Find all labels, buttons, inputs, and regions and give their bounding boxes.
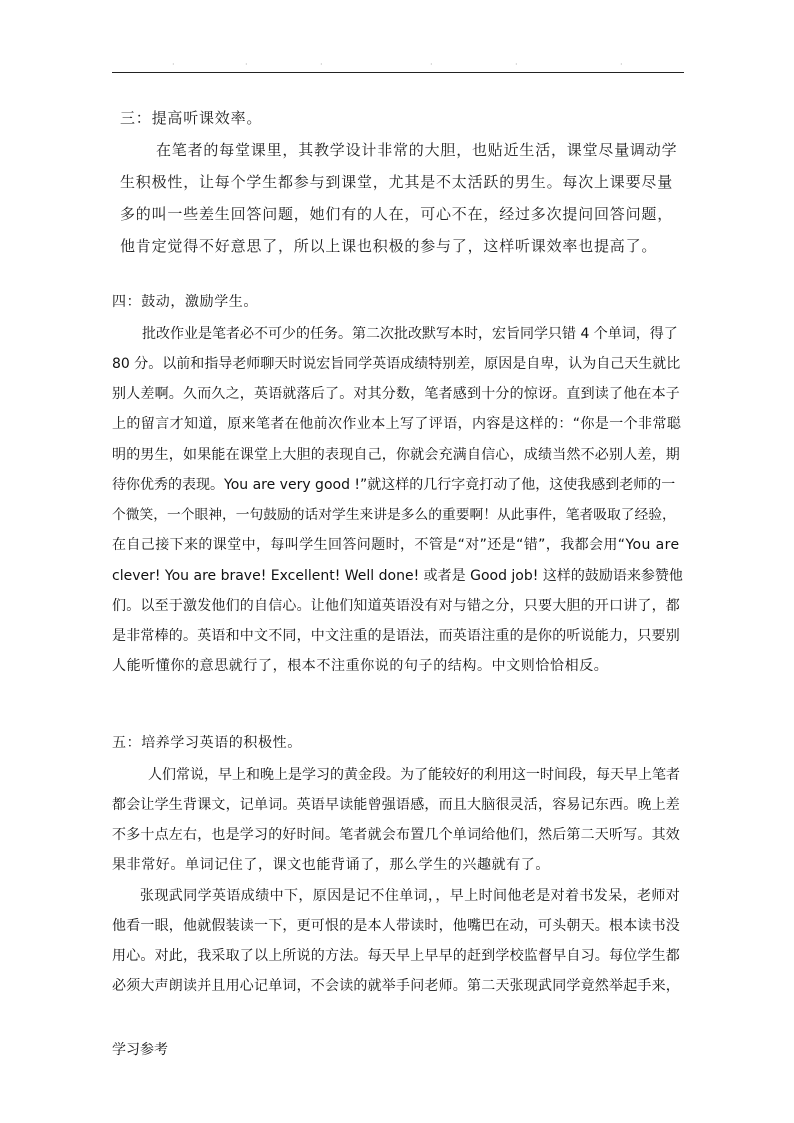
header-dot: · <box>320 60 323 69</box>
paragraph-line: 张现武同学英语成绩中下，原因是记不住单词，，早上时间他老是对着书发呆，老师对 <box>140 888 681 904</box>
paragraph-line: 多的叫一些差生回答问题，她们有的人在，可心不在，经过多次提问回答问题， <box>120 205 674 223</box>
paragraph-line: 在笔者的每堂课里，其教学设计非常的大胆，也贴近生活，课堂尽量调动学 <box>156 141 678 159</box>
page-footer: 学习参考 <box>112 1042 168 1058</box>
paragraph-line: clever! You are brave! Excellent! Well done! 或者是 Good job! 这样的鼓励语来参赞他 <box>112 568 683 584</box>
paragraph-line: 用心。对此，我采取了以上所说的方法。每天早上早早的赶到学校监督早自习。每位学生都 <box>112 948 680 964</box>
section-heading: 五：培养学习英语的积极性。 <box>112 735 302 751</box>
paragraph-line: 必须大声朗读并且用心记单词，不会读的就举手问老师。第二天张现武同学竟然举起手来， <box>112 978 680 994</box>
paragraph-line: 批改作业是笔者必不可少的任务。第二次批改默写本时，宏旨同学只错 4 个单词，得了 <box>142 326 678 342</box>
header-dot: · <box>620 60 623 69</box>
header-rule <box>112 72 684 73</box>
paragraph-line: 都会让学生背课文，记单词。英语早读能曾强语感，而且大脑很灵活，容易记东西。晚上差 <box>112 797 680 813</box>
paragraph-line: 人们常说，早上和晚上是学习的黄金段。为了能较好的利用这一时间段，每天早上笔者 <box>148 767 680 783</box>
paragraph-line: 果非常好。单词记住了，课文也能背诵了，那么学生的兴趣就有了。 <box>112 857 550 873</box>
paragraph-line: 生积极性，让每个学生都参与到课堂，尤其是不太活跃的男生。每次上课要尽量 <box>120 173 674 191</box>
paragraph-line: 上的留言才知道，原来笔者在他前次作业本上写了评语，内容是这样的：“你是一个非常聪 <box>112 416 682 432</box>
paragraph-line: 是非常棒的。英语和中文不同，中文注重的是语法，而英语注重的是你的听说能力，只要别 <box>112 628 680 644</box>
paragraph-line: 不多十点左右，也是学习的好时间。笔者就会布置几个单词给他们，然后第二天听写。其效 <box>112 827 680 843</box>
section-heading: 四：鼓动，激励学生。 <box>112 294 258 310</box>
paragraph-line: 们。以至于激发他们的自信心。让他们知道英语没有对与错之分，只要大胆的开口讲了，都 <box>112 598 680 614</box>
section-heading: 三：提高听课效率。 <box>120 109 263 127</box>
header-dot: · <box>430 60 433 69</box>
header-dot: · <box>245 60 248 69</box>
paragraph-line: 别人差啊。久而久之，英语就落后了。对其分数，笔者感到十分的惊讶。直到读了他在本子 <box>112 386 680 402</box>
header-dot: · <box>172 60 175 69</box>
paragraph-line: 人能听懂你的意思就行了，根本不注重你说的句子的结构。中文则恰恰相反。 <box>112 658 609 674</box>
paragraph-line: 待你优秀的表现。You are very good !”就这样的几行字竟打动了他，这使我感到老师的一 <box>112 477 676 493</box>
paragraph-line: 80 分。以前和指导老师聊天时说宏旨同学英语成绩特别差，原因是自卑，认为自己天生就比 <box>112 356 681 372</box>
paragraph-line: 他看一眼，他就假装读一下，更可恨的是本人带读时，他嘴巴在动，可头朝天。根本读书没 <box>112 918 680 934</box>
paragraph-line: 在自己接下来的课堂中，每叫学生回答问题时，不管是“对”还是“错”，我都会用“You are <box>112 537 680 553</box>
paragraph-line: 明的男生，如果能在课堂上大胆的表现自己，你就会充满自信心，成绩当然不必别人差，期 <box>112 447 680 463</box>
header-dot: · <box>515 60 518 69</box>
paragraph-line: 他肯定觉得不好意思了，所以上课也积极的参与了，这样听课效率也提高了。 <box>120 237 658 255</box>
paragraph-line: 个微笑，一个眼神，一句鼓励的话对学生来讲是多么的重要啊！从此事件，笔者吸取了经验， <box>112 507 676 523</box>
